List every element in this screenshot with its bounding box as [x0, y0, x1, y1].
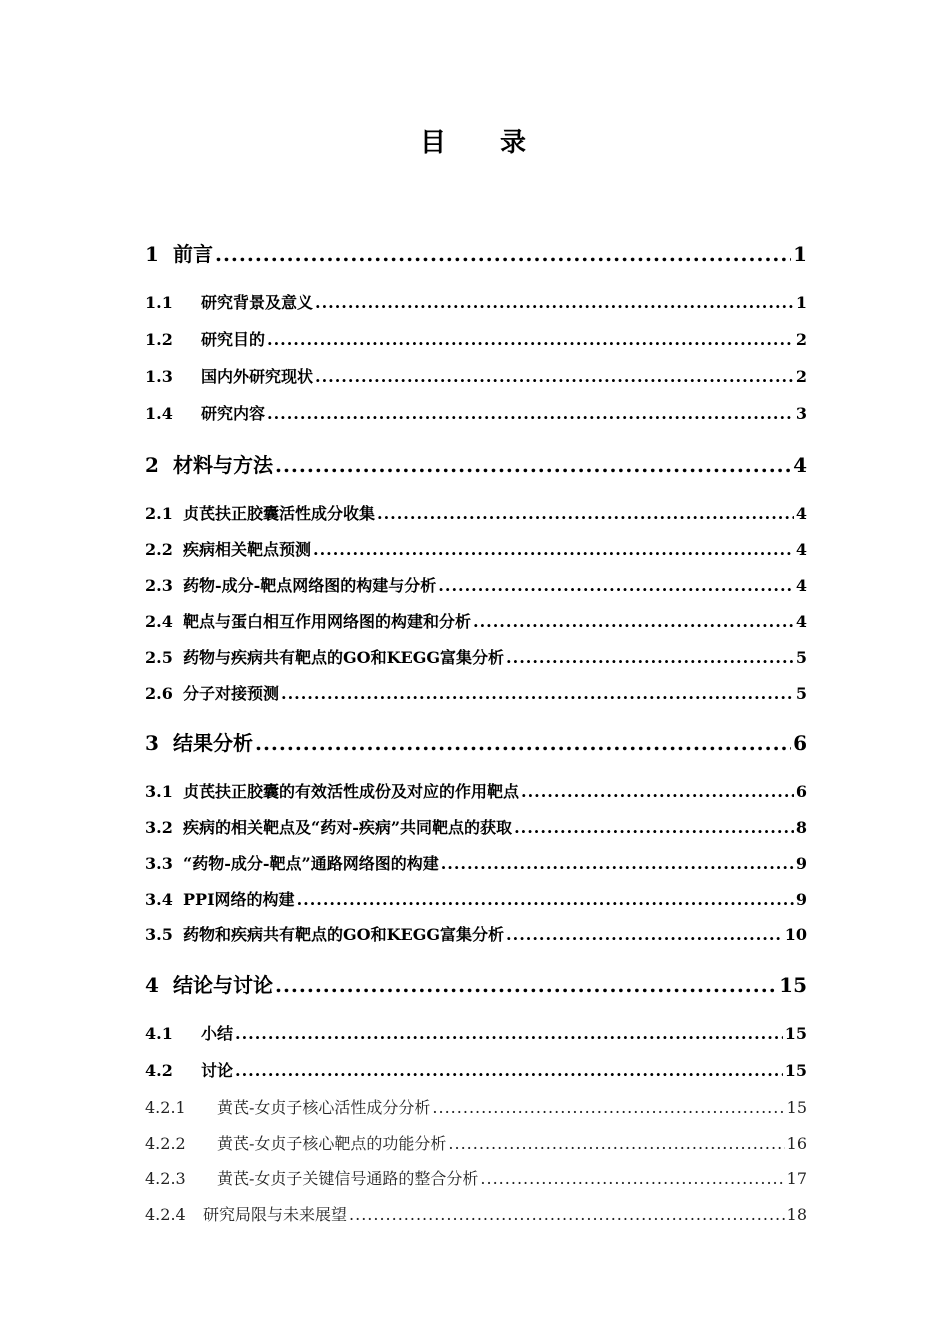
toc-entry[interactable]	[145, 1099, 807, 1117]
toc-entry-number: 1.1	[145, 293, 173, 312]
toc-entry-title	[145, 577, 436, 595]
toc-entry-number: 1.2	[145, 330, 173, 349]
toc-entry-title	[145, 891, 295, 909]
toc-entry-page: 6	[795, 782, 807, 801]
toc-entry-title	[145, 855, 439, 873]
toc-entry-label: 黄芪-女贞子关键信号通路的整合分析	[217, 1169, 479, 1188]
toc-entry-page: 15	[784, 1061, 807, 1080]
toc-entry-number: 3.2	[145, 818, 173, 837]
toc-entry-label: 疾病相关靶点预测	[183, 540, 312, 559]
toc-dot-leader	[432, 1099, 784, 1117]
toc-entry[interactable]	[145, 454, 807, 476]
toc-entry-title	[145, 649, 504, 667]
toc-dot-leader	[473, 613, 794, 631]
toc-entry-number: 4.2	[145, 1061, 173, 1080]
toc-entry-title	[145, 685, 279, 703]
toc-entry-title	[145, 1025, 233, 1043]
toc-dot-leader	[267, 405, 794, 423]
toc-entry-page: 4	[793, 453, 807, 477]
toc-entry-label: 药物和疾病共有靶点的GO和KEGG富集分析	[183, 925, 505, 944]
toc-dot-leader	[514, 819, 794, 837]
toc-entry-number: 3.4	[145, 890, 173, 909]
toc-dot-leader	[281, 685, 794, 703]
toc-entry-title	[145, 1135, 446, 1153]
toc-entry-title	[145, 541, 311, 559]
toc-entry-number: 2.2	[145, 540, 173, 559]
toc-entry[interactable]	[145, 1135, 807, 1153]
toc-entry-title	[145, 732, 253, 754]
toc-entry[interactable]	[145, 819, 807, 837]
toc-entry-number: 2.1	[145, 504, 173, 523]
toc-entry-page: 8	[795, 818, 807, 837]
toc-entry-title	[145, 1206, 347, 1224]
toc-entry-page: 9	[795, 854, 807, 873]
toc-dot-leader	[255, 732, 791, 754]
toc-entry-number: 3.3	[145, 854, 173, 873]
toc-entry[interactable]	[145, 541, 807, 559]
toc-entry-page: 1	[793, 242, 807, 266]
toc-entry-page: 4	[795, 540, 807, 559]
toc-dot-leader	[377, 505, 794, 523]
toc-entry-page: 15	[779, 973, 807, 997]
toc-entry-title	[145, 405, 265, 423]
toc-dot-leader	[275, 974, 777, 996]
toc-dot-leader	[267, 331, 794, 349]
toc-entry[interactable]	[145, 294, 807, 312]
toc-entry-number: 1.4	[145, 404, 173, 423]
toc-entry-label: 黄芪-女贞子核心活性成分分析	[217, 1098, 431, 1117]
toc-dot-leader	[315, 368, 794, 386]
toc-entry-number: 2	[145, 453, 159, 477]
toc-entry-page: 10	[784, 925, 807, 944]
toc-entry[interactable]	[145, 577, 807, 595]
toc-dot-leader	[275, 454, 791, 476]
toc-entry-title	[145, 331, 265, 349]
toc-entry-number: 4.2.4	[145, 1205, 186, 1224]
toc-entry[interactable]	[145, 405, 807, 423]
toc-entry-page: 5	[795, 648, 807, 667]
page-title-char-2: 录	[500, 128, 531, 158]
toc-entry-number: 4.2.3	[145, 1169, 186, 1188]
toc-entry-number: 2.4	[145, 612, 173, 631]
toc-entry[interactable]	[145, 974, 807, 996]
toc-entry-number: 3.5	[145, 925, 173, 944]
toc-entry-label: 研究内容	[201, 404, 266, 423]
toc-entry-label: 结论与讨论	[173, 973, 273, 997]
toc-entry-label: 研究目的	[201, 330, 266, 349]
toc-entry[interactable]	[145, 243, 807, 265]
toc-entry-number: 1	[145, 242, 159, 266]
toc-entry[interactable]	[145, 1025, 807, 1043]
toc-entry-title	[145, 454, 273, 476]
toc-entry-page: 4	[795, 576, 807, 595]
toc-dot-leader	[349, 1206, 785, 1224]
toc-entry-label: 前言	[173, 242, 213, 266]
toc-entry-page: 6	[793, 731, 807, 755]
toc-entry[interactable]	[145, 1170, 807, 1188]
toc-entry-label: PPI网络的构建	[183, 890, 295, 909]
toc-entry-page: 15	[784, 1024, 807, 1043]
toc-entry-page: 4	[795, 612, 807, 631]
toc-entry[interactable]	[145, 685, 807, 703]
page-title-char-1: 目	[419, 128, 450, 158]
toc-dot-leader	[313, 541, 794, 559]
toc-entry-label: 靶点与蛋白相互作用网络图的构建和分析	[183, 612, 472, 631]
toc-entry-page: 2	[795, 330, 807, 349]
toc-entry-title	[145, 368, 313, 386]
toc-entry-label: 材料与方法	[173, 453, 273, 477]
toc-dot-leader	[297, 891, 794, 909]
toc-entry-label: 讨论	[201, 1061, 234, 1080]
toc-entry-label: 分子对接预测	[183, 684, 280, 703]
toc-entry-title	[145, 1170, 478, 1188]
toc-entry-title	[145, 1062, 233, 1080]
page-title	[0, 122, 950, 159]
toc-entry-label: 药物与疾病共有靶点的GO和KEGG富集分析	[183, 648, 505, 667]
toc-entry-number: 4.1	[145, 1024, 173, 1043]
toc-entry-page: 16	[786, 1134, 807, 1153]
toc-entry[interactable]	[145, 1062, 807, 1080]
toc-entry-label: 国内外研究现状	[201, 367, 314, 386]
toc-entry-title	[145, 926, 504, 944]
toc-entry-page: 15	[786, 1098, 807, 1117]
toc-entry[interactable]	[145, 368, 807, 386]
toc-entry-page: 18	[786, 1205, 807, 1224]
toc-dot-leader	[506, 649, 794, 667]
toc-entry[interactable]	[145, 505, 807, 523]
toc-entry-number: 2.3	[145, 576, 173, 595]
toc-dot-leader	[438, 577, 794, 595]
toc-entry-title	[145, 1099, 430, 1117]
toc-entry-label: 结果分析	[173, 731, 253, 755]
toc-entry-title	[145, 819, 512, 837]
toc-entry[interactable]	[145, 783, 807, 801]
toc-entry-page: 3	[795, 404, 807, 423]
toc-entry-label: 疾病的相关靶点及“药对-疾病”共同靶点的获取	[183, 818, 513, 837]
toc-entry-page: 9	[795, 890, 807, 909]
toc-entry[interactable]	[145, 1206, 807, 1224]
toc-entry[interactable]	[145, 649, 807, 667]
toc-entry-title	[145, 974, 273, 996]
toc-entry-label: 贞芪扶正胶囊的有效活性成份及对应的作用靶点	[183, 782, 520, 801]
toc-entry-title	[145, 783, 519, 801]
toc-entry-number: 4.2.1	[145, 1098, 186, 1117]
toc-dot-leader	[441, 855, 794, 873]
toc-entry-number: 4.2.2	[145, 1134, 186, 1153]
toc-entry-page: 1	[795, 293, 807, 312]
toc-entry-label: 研究局限与未来展望	[203, 1205, 348, 1224]
toc-entry[interactable]	[145, 331, 807, 349]
toc-entry[interactable]	[145, 855, 807, 873]
toc-entry-number: 2.6	[145, 684, 173, 703]
toc-dot-leader	[480, 1170, 784, 1188]
toc-entry-label: 小结	[201, 1024, 234, 1043]
toc-entry-page: 5	[795, 684, 807, 703]
toc-entry-page: 17	[786, 1169, 807, 1188]
toc-entry-page: 4	[795, 504, 807, 523]
toc-entry-page: 2	[795, 367, 807, 386]
toc-entry-label: 研究背景及意义	[201, 293, 314, 312]
toc-entry[interactable]	[145, 732, 807, 754]
toc-entry-title	[145, 613, 471, 631]
toc-entry[interactable]	[145, 891, 807, 909]
toc-entry[interactable]	[145, 926, 807, 944]
toc-entry[interactable]	[145, 613, 807, 631]
toc-entry-title	[145, 294, 313, 312]
toc-entry-number: 2.5	[145, 648, 173, 667]
toc-entry-label: “药物-成分-靶点”通路网络图的构建	[183, 854, 439, 873]
toc-dot-leader	[506, 926, 783, 944]
toc-entry-label: 药物-成分-靶点网络图的构建与分析	[183, 576, 437, 595]
toc-entry-number: 1.3	[145, 367, 173, 386]
toc-dot-leader	[215, 243, 791, 265]
toc-dot-leader	[235, 1025, 783, 1043]
toc-dot-leader	[448, 1135, 784, 1153]
toc-entry-label: 贞芪扶正胶囊活性成分收集	[183, 504, 376, 523]
toc-entry-number: 3.1	[145, 782, 173, 801]
toc-dot-leader	[315, 294, 794, 312]
toc-dot-leader	[235, 1062, 783, 1080]
toc-entry-number: 4	[145, 973, 159, 997]
toc-dot-leader	[521, 783, 794, 801]
toc-entry-label: 黄芪-女贞子核心靶点的功能分析	[217, 1134, 447, 1153]
toc-entry-number: 3	[145, 731, 159, 755]
toc-entry-title	[145, 243, 213, 265]
toc-entry-title	[145, 505, 375, 523]
